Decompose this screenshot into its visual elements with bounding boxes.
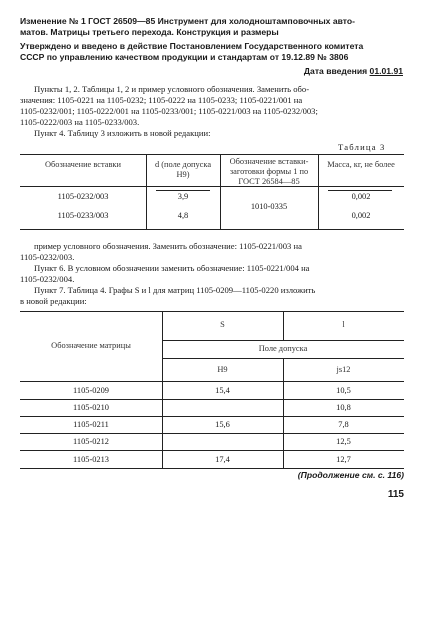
- table-4-header-s: S: [220, 320, 225, 329]
- table-4-cell-s: 17,4: [215, 455, 230, 464]
- paragraph-item-4: Пункт 4. Таблицу 3 изложить в новой редакции:: [34, 128, 211, 138]
- paragraph-line: Пункты 1, 2. Таблицы 1, 2 и пример условного обозначения. Заменить обо-: [34, 84, 310, 94]
- table-4-tolerance-s: H9: [217, 365, 228, 374]
- table-4-cell-s: 15,6: [215, 420, 230, 429]
- table-4-cell-l: 12,7: [336, 455, 351, 464]
- table-3-cell-designation: 1105-0233/003: [57, 211, 109, 220]
- table-4-header-l: l: [342, 320, 345, 329]
- paragraph-line: 1105-0222/003 на 1105-0233/003.: [20, 117, 140, 127]
- continuation-note: (Продолжение см. с. 116): [297, 470, 404, 480]
- paragraph-item-6: [20, 263, 404, 285]
- approval-note: [20, 41, 404, 63]
- table-3-header-d: d (поле допуска H9): [154, 160, 212, 179]
- table-4-cell-designation: 1105-0209: [73, 386, 109, 395]
- title-line-1: Изменение № 1 ГОСТ 26509—85 Инструмент для холодноштамповочных авто-: [20, 16, 355, 26]
- table-4-header-designation: Обозначение матрицы: [51, 341, 131, 350]
- paragraph-line: Пункт 7. Таблица 4. Графы S и l для матриц 1105-0209—1105-0220 изложить: [34, 285, 316, 295]
- effective-date-value: 01.01.91: [369, 66, 403, 76]
- title-line-2: матов. Матрицы третьего перехода. Конструкция и размеры: [20, 27, 279, 37]
- paragraph-line: значения: 1105-0221 на 1105-0232; 1105-0222 на 1105-0233; 1105-0221/001 на: [20, 95, 303, 105]
- effective-date: [20, 66, 403, 77]
- table-3-caption: Таблица 3: [338, 142, 386, 152]
- table-4-cell-l: 12,5: [336, 437, 351, 446]
- document-title: [20, 16, 404, 38]
- table-3-header-blank: Обозначение вставки-заготовки формы 1 по ГОСТ 26584—85: [229, 157, 309, 186]
- table-4-tolerance-l: js12: [336, 365, 351, 374]
- table-3-cell-blank: 1010-0335: [250, 202, 288, 211]
- table-4-cell-l: 7,8: [338, 420, 349, 429]
- table-4-cell-designation: 1105-0213: [73, 455, 109, 464]
- approval-line-2: СССР по управлению качеством продукции и стандартам от 19.12.89 № 3806: [20, 52, 349, 62]
- table-3-header-designation: Обозначение вставки: [45, 160, 121, 169]
- paragraph-line: 1105-0232/003.: [20, 252, 75, 262]
- paragraph-line: Пункт 6. В условном обозначении заменить обозначение: 1105-0221/004 на: [34, 263, 310, 273]
- effective-date-label: Дата введения: [303, 66, 368, 76]
- table-3-header-mass: Масса, кг, не более: [327, 160, 395, 169]
- paragraph-line: 1105-0232/001; 1105-0222/001 на 1105-0233/001; 1105-0221/003 на 1105-0232/003;: [20, 106, 318, 116]
- page-number: 115: [387, 489, 404, 500]
- table-3-cell-mass: 0,002: [351, 211, 371, 220]
- paragraph-line: пример условного обозначения. Заменить обозначение: 1105-0221/003 на: [34, 241, 302, 251]
- paragraph-item-7: [20, 285, 404, 307]
- paragraph-example-note: [20, 241, 404, 263]
- table-4-cell-designation: 1105-0210: [73, 403, 109, 412]
- table-3-cell-designation: 1105-0232/003: [57, 192, 109, 201]
- table-3-cell-mass: 0,002: [351, 192, 371, 201]
- table-4-cell-l: 10,5: [336, 386, 351, 395]
- paragraph-line: в новой редакции:: [20, 296, 87, 306]
- table-4-cell-designation: 1105-0211: [73, 420, 109, 429]
- table-4-cell-s: 15,4: [215, 386, 230, 395]
- table-3-cell-d: 4,8: [177, 211, 189, 220]
- table-3-cell-d: 3,9: [177, 192, 189, 201]
- table-4-cell-designation: 1105-0212: [73, 437, 109, 446]
- paragraph-items-1-2: [20, 84, 404, 128]
- approval-line-1: Утверждено и введено в действие Постановлением Государственного комитета: [20, 41, 364, 51]
- paragraph-line: 1105-0232/004.: [20, 274, 75, 284]
- table-4-header-tolerance: Поле допуска: [258, 344, 308, 353]
- table-4-cell-l: 10,8: [336, 403, 351, 412]
